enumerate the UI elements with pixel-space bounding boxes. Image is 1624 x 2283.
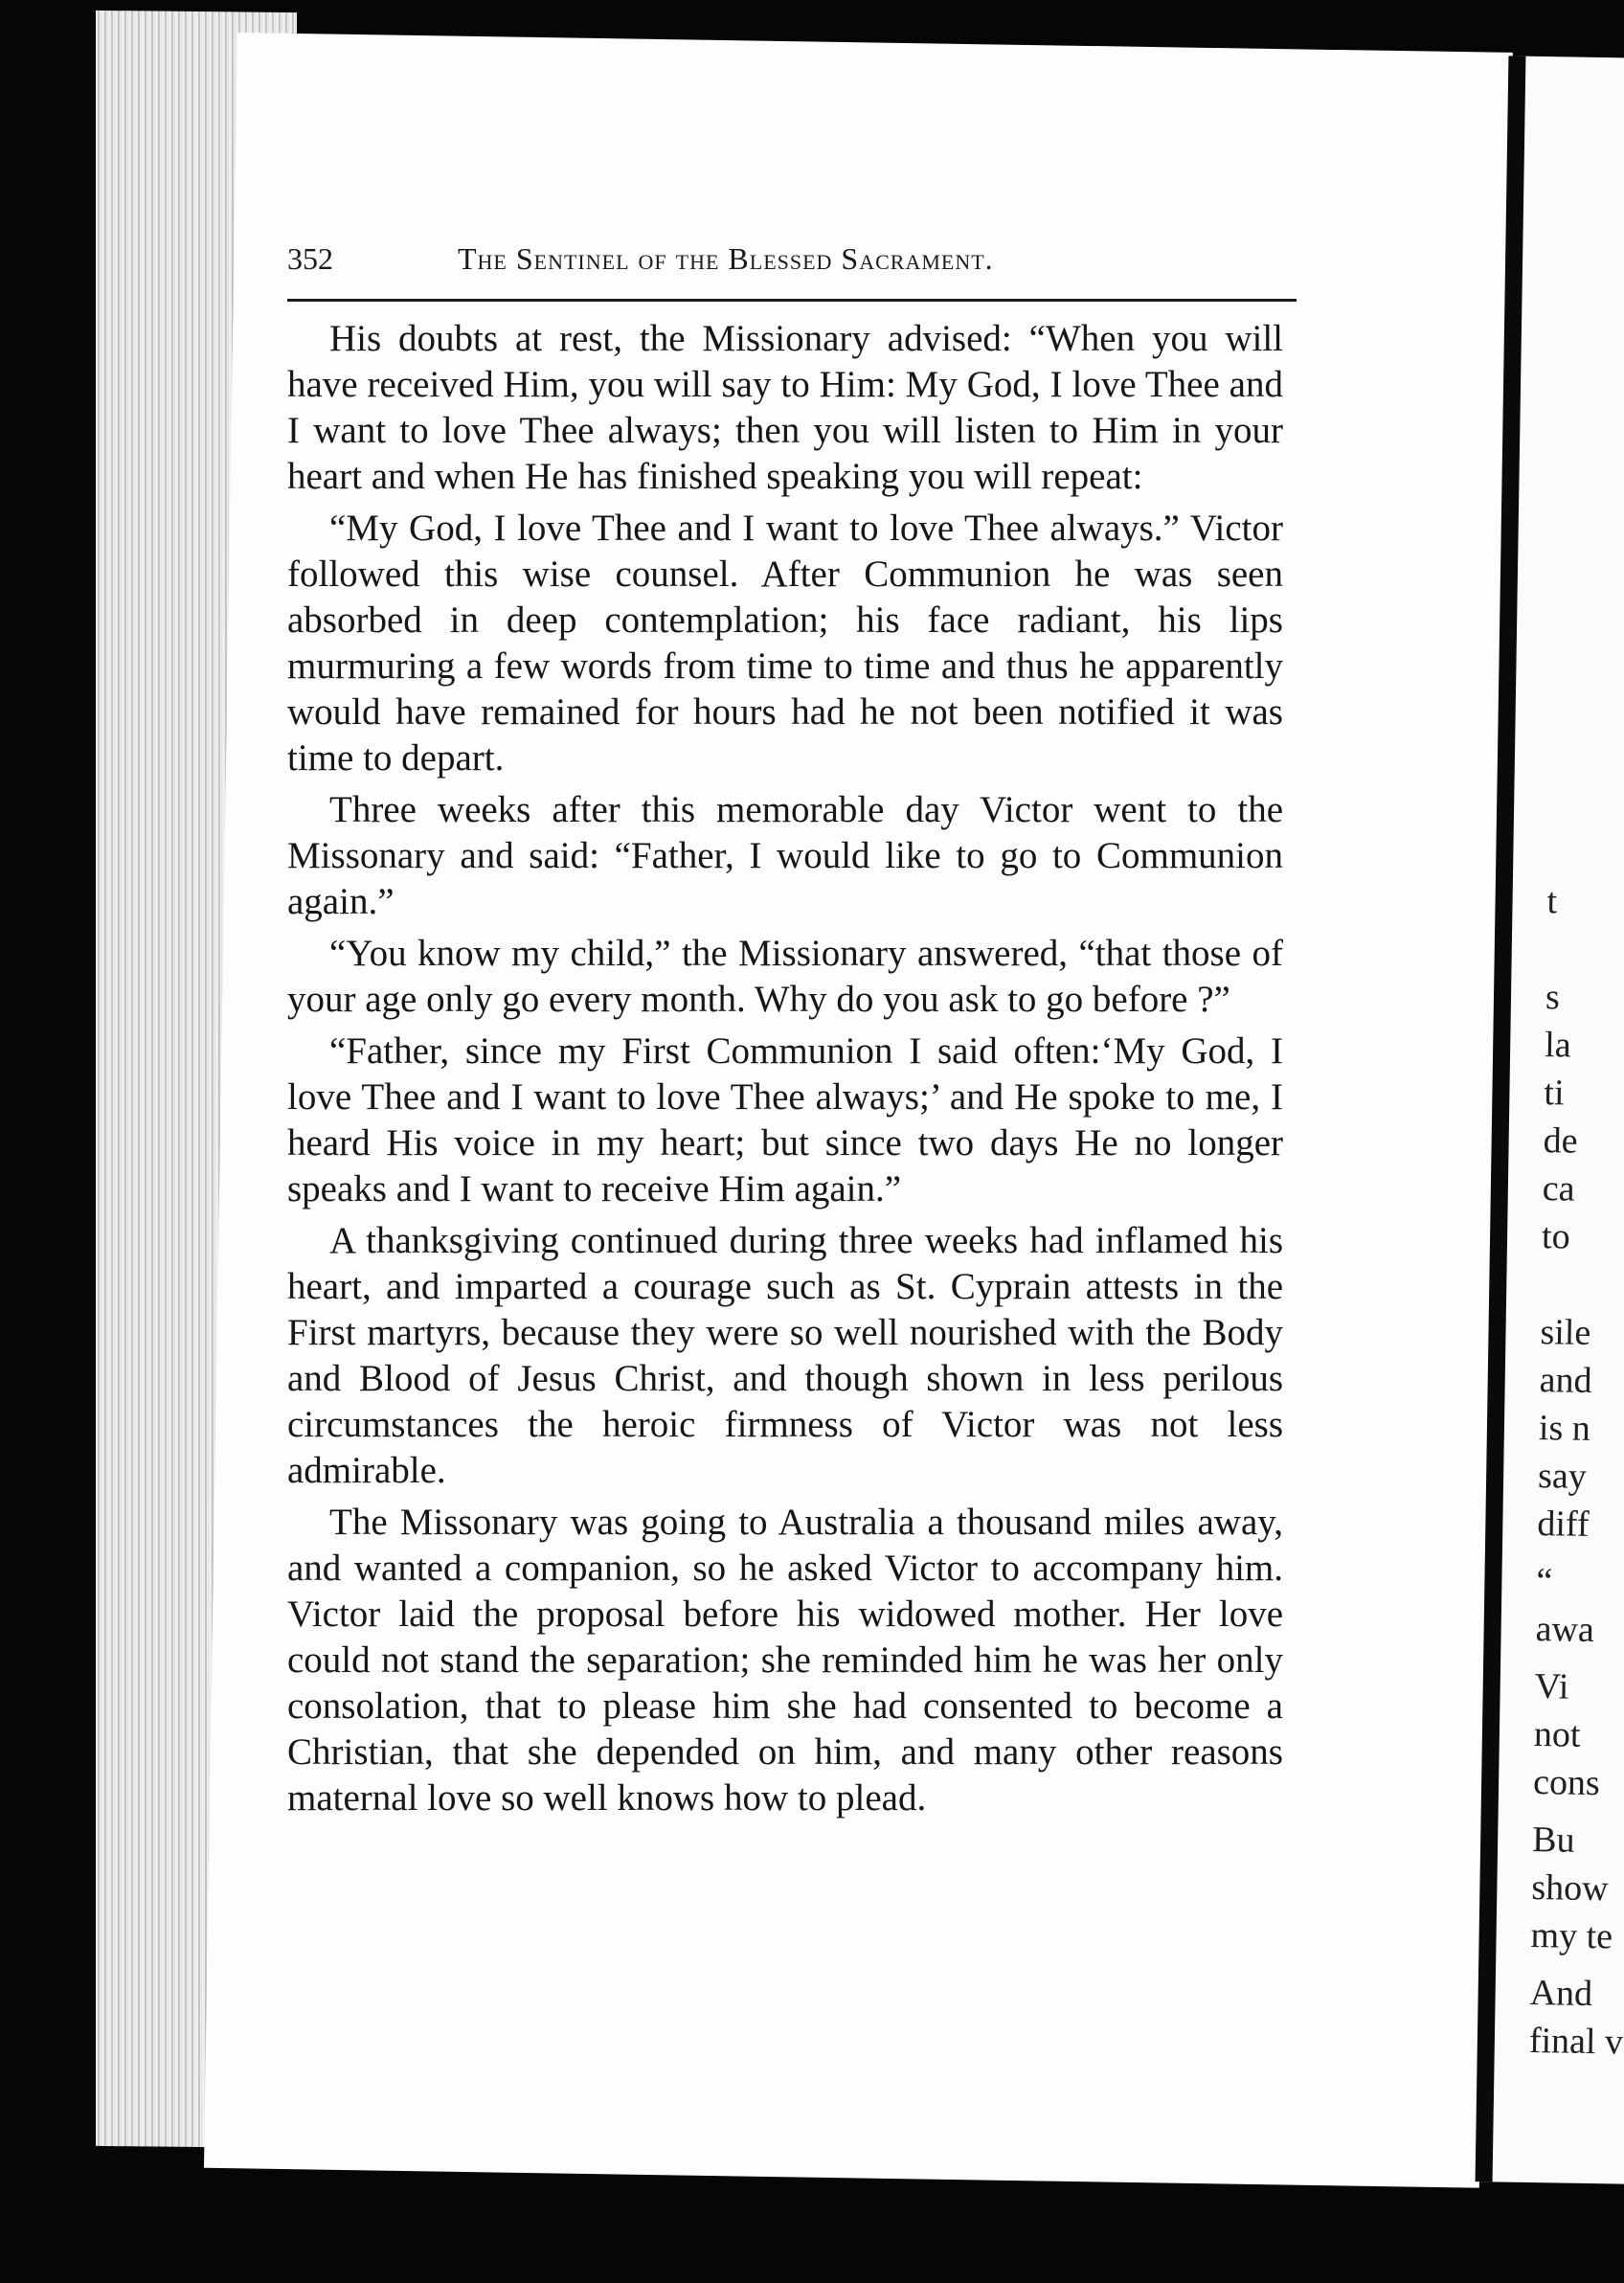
- facing-fragment: awa: [1535, 1609, 1595, 1651]
- facing-fragment: And: [1529, 1973, 1593, 2015]
- body-text: [287, 316, 1283, 1827]
- facing-fragment: sile: [1540, 1312, 1591, 1353]
- facing-fragment: and: [1539, 1360, 1592, 1401]
- facing-fragment: diff: [1537, 1503, 1590, 1545]
- facing-fragment: not: [1533, 1714, 1581, 1755]
- paragraph: His doubts at rest, the Missionary advised: “When you will have received Him, you will say to Him: My God, I love Thee and I want to love Thee always; then you will listen to Him in your heart and when He has finished speaking you will repeat:: [287, 318, 1283, 497]
- facing-fragment: show: [1531, 1867, 1609, 1910]
- paragraph: A thanksgiving continued during three weeks had inflamed his heart, and imparted a courage such as St. Cyprain attests in the First martyrs, because they were so well nourished with the Body and Blood of Jesus Christ, and though shown in less perilous circumstances the heroic firmness of Victor was not less admirable.: [287, 1220, 1283, 1491]
- running-title: The Sentinel of the Blessed Sacrament.: [458, 241, 994, 276]
- facing-fragment: “: [1536, 1561, 1553, 1602]
- paragraph: The Missonary was going to Australia a thousand miles away, and wanted a companion, so he asked Victor to accompany him. Victor laid the proposal before his widowed mother. Her love could not stand the separation; she reminded him he was her only consolation, that to please him she had consented to become a Christian, that she depended on him, and many other reasons maternal love so well knows how to plead.: [287, 1502, 1283, 1819]
- paragraph: “Father, since my First Communion I said often:‘My God, I love Thee and I want to love Thee always;’ and He spoke to me, I heard His voice in my heart; but since two days He no longer speaks and I want to receive Him again.”: [287, 1030, 1283, 1209]
- facing-fragment: de: [1543, 1120, 1578, 1162]
- facing-fragment: ca: [1542, 1168, 1575, 1209]
- facing-fragment: to: [1541, 1216, 1570, 1257]
- facing-fragment: s: [1545, 977, 1561, 1018]
- facing-fragment: ti: [1544, 1073, 1565, 1114]
- facing-fragment: my te: [1530, 1915, 1613, 1957]
- paragraph: Three weeks after this memorable day Victor went to the Missonary and said: “Father, I would like to go to Communion again.”: [287, 789, 1283, 922]
- facing-fragment: final v: [1528, 2021, 1624, 2063]
- facing-fragment: Bu: [1531, 1820, 1575, 1861]
- facing-fragment: Vi: [1534, 1666, 1569, 1707]
- paragraph: “You know my child,” the Missionary answered, “that those of your age only go every month. Why do you ask to go before ?”: [287, 933, 1283, 1020]
- facing-fragment: t: [1546, 881, 1558, 922]
- facing-fragment: say: [1537, 1456, 1588, 1497]
- page-header: [287, 241, 1297, 302]
- page-number: 352: [287, 241, 333, 276]
- facing-fragment: is n: [1538, 1408, 1591, 1449]
- facing-fragment: cons: [1532, 1762, 1601, 1804]
- paragraph: “My God, I love Thee and I want to love Thee always.” Victor followed this wise counsel. After Communion he was seen absorbed in deep contemplation; his face radiant, his lips murmuring a few words from time to time and thus he apparently would have remained for hours had he not been notified it was time to depart.: [287, 508, 1283, 779]
- facing-fragment: la: [1544, 1025, 1571, 1066]
